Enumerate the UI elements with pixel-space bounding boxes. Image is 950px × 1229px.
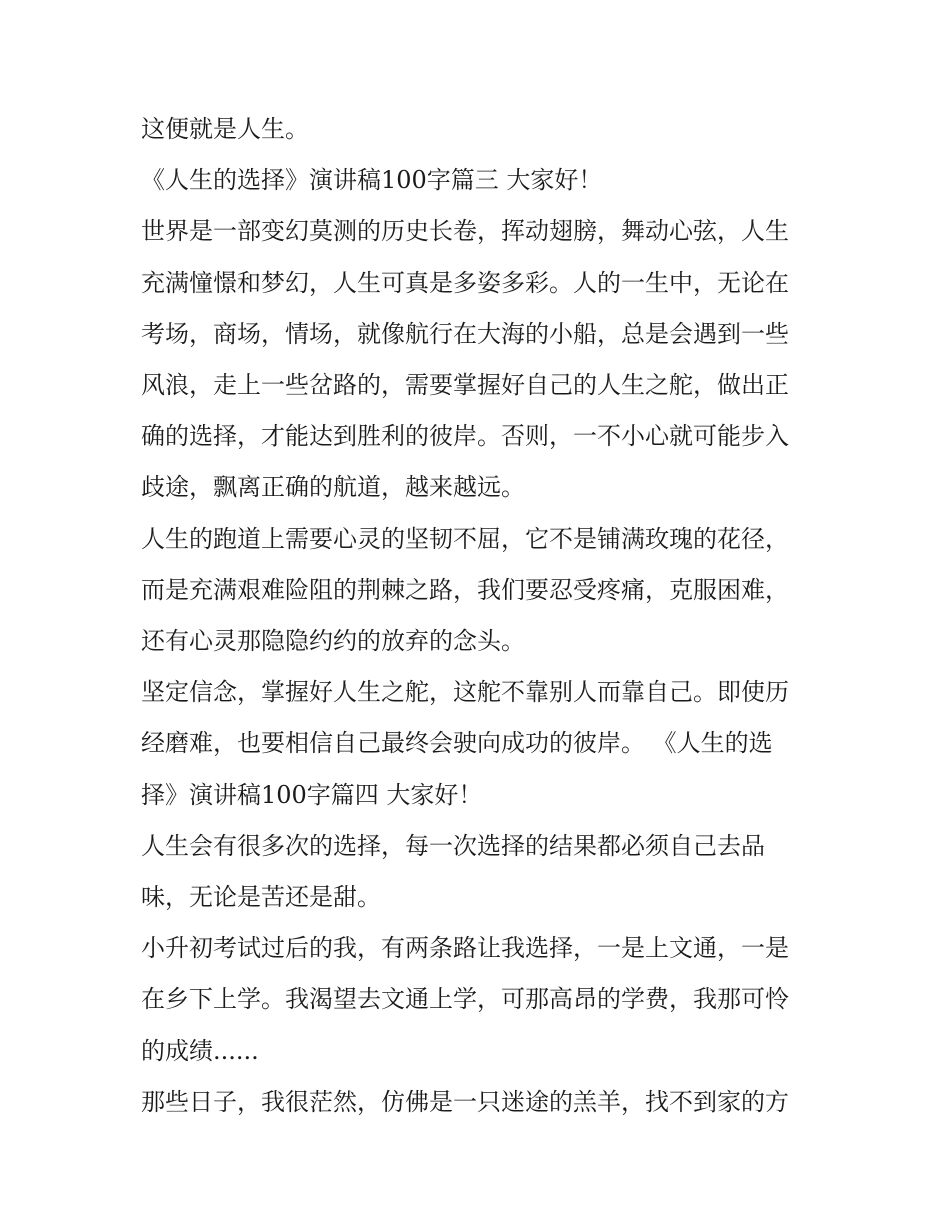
text-line-9: 人生的跑道上需要心灵的坚韧不屈，它不是铺满玫瑰的花径， <box>141 524 789 553</box>
document-body <box>141 104 813 1128</box>
text-line-12: 坚定信念，掌握好人生之舵，这舵不靠别人而靠自己。即使历 <box>141 678 789 707</box>
text-line-7: 确的选择，才能达到胜利的彼岸。否则，一不小心就可能步入 <box>141 422 789 451</box>
text-line-11: 还有心灵那隐隐约约的放弃的念头。 <box>141 627 525 656</box>
text-line-6: 风浪，走上一些岔路的，需要掌握好自己的人生之舵，做出正 <box>141 371 789 400</box>
text-line-19: 的成绩...... <box>141 1036 259 1065</box>
text-line-4: 充满憧憬和梦幻，人生可真是多姿多彩。人的一生中，无论在 <box>141 268 789 297</box>
text-line-16: 味，无论是苦还是甜。 <box>141 883 381 912</box>
text-line-10: 而是充满艰难险阻的荆棘之路，我们要忍受疼痛，克服困难， <box>141 575 789 604</box>
text-line-8: 歧途，飘离正确的航道，越来越远。 <box>141 473 525 502</box>
text-line-5: 考场，商场，情场，就像航行在大海的小船，总是会遇到一些 <box>141 319 789 348</box>
text-line-18: 在乡下上学。我渴望去文通上学，可那高昂的学费，我那可怜 <box>141 985 789 1014</box>
text-line-15: 人生会有很多次的选择，每一次选择的结果都必须自己去品 <box>141 831 765 860</box>
text-line-3: 世界是一部变幻莫测的历史长卷，挥动翅膀，舞动心弦，人生 <box>141 217 789 246</box>
text-line-14: 择》演讲稿100字篇四 大家好！ <box>141 780 483 809</box>
text-line-1: 这便就是人生。 <box>141 115 309 143</box>
text-line-13: 经磨难，也要相信自己最终会驶向成功的彼岸。 《人生的选 <box>141 729 773 758</box>
text-line-17: 小升初考试过后的我，有两条路让我选择，一是上文通，一是 <box>141 934 789 963</box>
text-line-20: 那些日子，我很茫然，仿佛是一只迷途的羔羊，找不到家的方 <box>141 1087 789 1116</box>
text-line-2: 《人生的选择》演讲稿100字篇三 大家好！ <box>141 166 603 195</box>
